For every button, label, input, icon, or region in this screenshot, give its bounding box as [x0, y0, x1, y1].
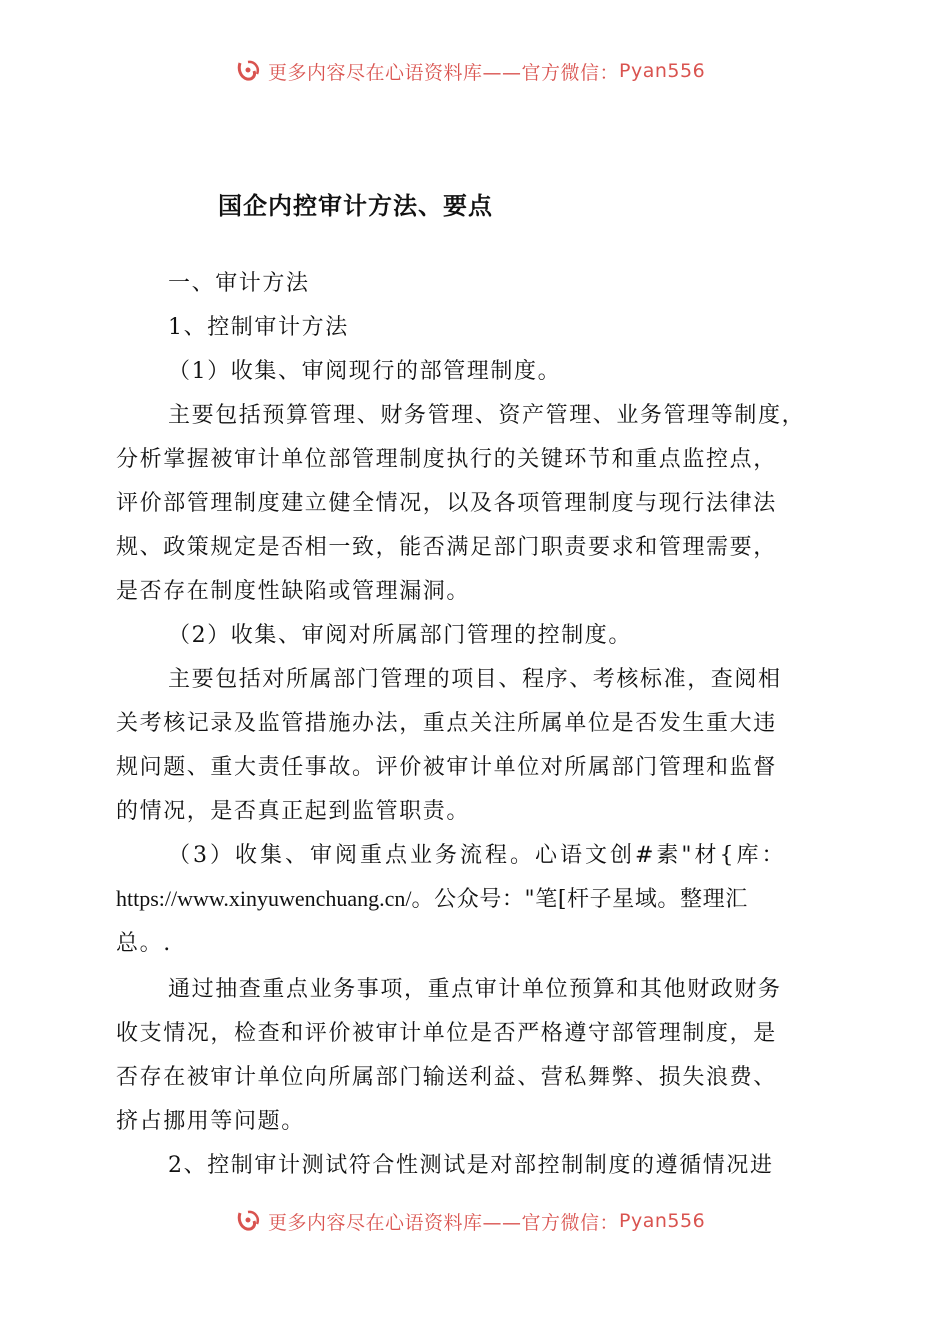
logo-icon: [236, 1209, 262, 1233]
watermark-text: 更多内容尽在心语资料库——官方微信：: [268, 61, 620, 84]
paragraph-line: 分析掌握被审计单位部管理制度执行的关键环节和重点监控点，: [116, 447, 777, 472]
watermark-id: Pyan556: [619, 60, 706, 82]
paragraph-line: 评价部管理制度建立健全情况，以及各项管理制度与现行法律法: [116, 491, 777, 516]
paragraph-line: 主要包括预算管理、财务管理、资产管理、业务管理等制度，: [168, 403, 806, 428]
paragraph-line: 规、政策规定是否相一致，能否满足部门职责要求和管理需要，: [116, 535, 777, 560]
logo-icon: [236, 59, 262, 83]
watermark-text: 更多内容尽在心语资料库——官方微信：: [268, 1211, 620, 1234]
section-heading: 一、审计方法: [168, 271, 310, 296]
paragraph-line-rest: 。公众号："笔[杆子星域。整理汇: [411, 887, 748, 912]
paragraph-line: [116, 882, 748, 913]
item-heading: （1）收集、审阅现行的部管理制度。: [168, 359, 562, 384]
item-heading: （2）收集、审阅对所属部门管理的控制度。: [168, 623, 632, 648]
watermark-banner-bottom: [236, 1206, 705, 1236]
paragraph-line: 通过抽查重点业务事项，重点审计单位预算和其他财政财务: [168, 977, 782, 1002]
document-title: 国企内控审计方法、要点: [218, 192, 493, 220]
paragraph-line: 主要包括对所属部门管理的项目、程序、考核标准，查阅相: [168, 667, 782, 692]
paragraph-line: 挤占挪用等问题。: [116, 1109, 305, 1134]
paragraph-line: 规问题、重大责任事故。评价被审计单位对所属部门管理和监督: [116, 755, 777, 780]
paragraph-line: 总。.: [116, 931, 172, 956]
paragraph-line: 是否存在制度性缺陷或管理漏洞。: [116, 579, 471, 604]
paragraph-line: 的情况，是否真正起到监管职责。: [116, 799, 471, 824]
paragraph-line: 收支情况，检查和评价被审计单位是否严格遵守部管理制度，是: [116, 1021, 777, 1046]
subsection-heading: 1、控制审计方法: [168, 315, 349, 340]
item-heading: （3）收集、审阅重点业务流程。心语文创#素"材{库：: [168, 843, 787, 868]
paragraph-line: 否存在被审计单位向所属部门输送利益、营私舞弊、损失浪费、: [116, 1065, 777, 1090]
paragraph-line: 关考核记录及监管措施办法，重点关注所属单位是否发生重大违: [116, 711, 777, 736]
website-url: https://www.xinyuwenchuang.cn/: [116, 886, 412, 911]
watermark-banner-top: [236, 56, 705, 86]
watermark-id: Pyan556: [619, 1210, 706, 1232]
subsection-heading: 2、控制审计测试符合性测试是对部控制制度的遵循情况进: [168, 1153, 774, 1178]
